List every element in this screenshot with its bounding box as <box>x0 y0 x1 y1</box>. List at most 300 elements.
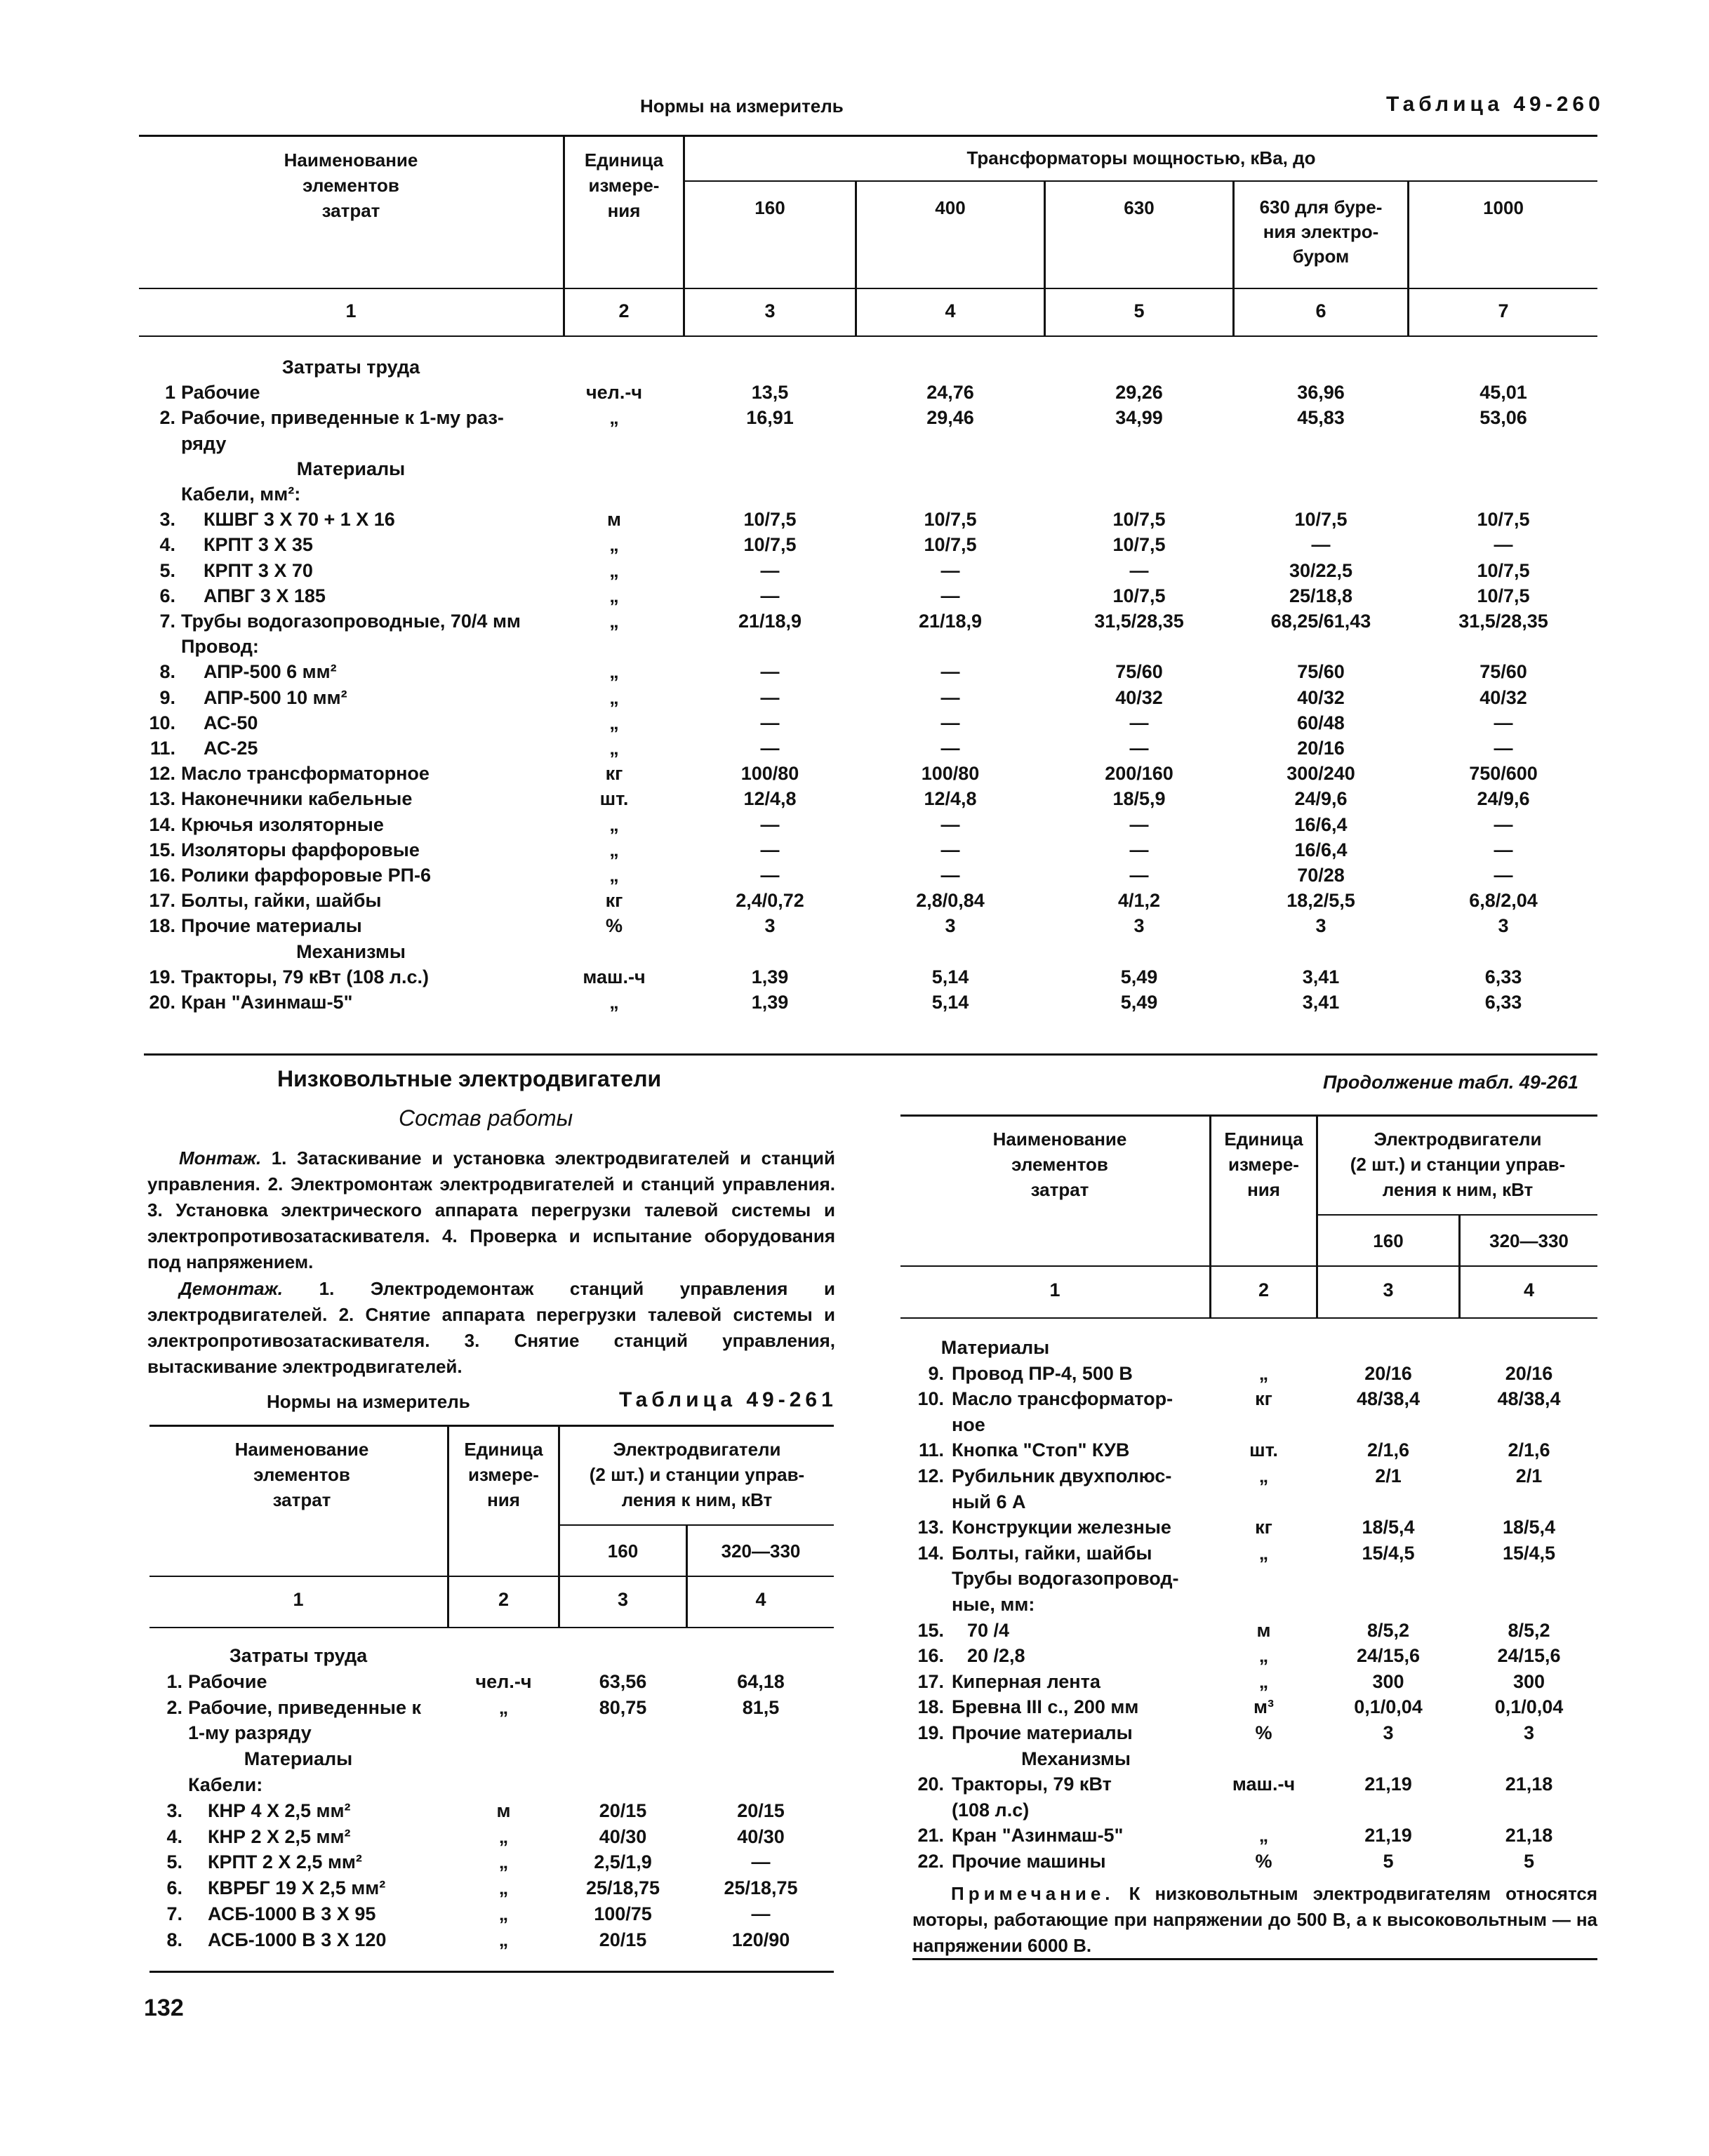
row-value: — <box>1494 813 1513 835</box>
row-value: 10/7,5 <box>743 509 797 531</box>
row-value: 15/4,5 <box>1502 1542 1556 1564</box>
row-value: — <box>940 585 960 606</box>
table-label: Таблица 49-260 <box>1386 93 1604 116</box>
row-value: 2/1,6 <box>1366 1439 1410 1461</box>
row-name: Прочие машины <box>952 1851 1106 1872</box>
row-value: 34,99 <box>1115 407 1163 429</box>
row-value: 6,8/2,04 <box>1469 890 1538 912</box>
row-unit: шт. <box>599 788 629 810</box>
row-value: 48/38,4 <box>1356 1388 1421 1410</box>
row-value: — <box>760 839 780 860</box>
row-name: 70 /4 <box>967 1619 1010 1641</box>
row-unit: „ <box>609 738 619 759</box>
row-value: 20/15 <box>599 1929 647 1950</box>
row-name: Рабочие <box>188 1670 267 1692</box>
row-value: 80,75 <box>599 1696 647 1718</box>
note-paragraph: Примечание. К низковольтным электродвигателям относятся моторы, работающие при напряжении до 500 В, а к высоковольтным — на напряжении 6000 В. <box>912 1883 1597 1956</box>
row-name-cont: ное <box>952 1413 985 1435</box>
row-number: 10. <box>149 712 175 733</box>
row-value: — <box>940 738 960 759</box>
row-name: Рабочие, приведенные к <box>188 1696 421 1718</box>
row-value: 21,19 <box>1364 1825 1412 1846</box>
row-value: 40/30 <box>599 1825 647 1847</box>
row-number: 15. <box>149 839 175 860</box>
row-value: 3 <box>945 915 956 937</box>
row-name: Трубы водогазопроводные, 70/4 мм <box>181 611 521 632</box>
row-unit: шт. <box>1249 1439 1278 1461</box>
row-name: АПР-500 6 мм² <box>204 661 337 683</box>
row-value: 6,33 <box>1484 992 1522 1013</box>
col-630: 630 <box>1124 197 1155 218</box>
column-number: 4 <box>1523 1279 1535 1300</box>
row-number: 4. <box>159 534 175 556</box>
demontage-paragraph: Демонтаж. 1. Электродемонтаж станций управления и электродвигателей. 2. Снятие аппарата перегрузки талевой системы и электропротивозатаскивателя. 3. Снятие станций управления, вытаскивание электродвигателей. <box>147 1278 835 1377</box>
subsection-title: Кабели, мм²: <box>181 484 301 505</box>
row-value: 81,5 <box>742 1696 780 1718</box>
row-number: 21. <box>917 1825 944 1846</box>
row-name: Рубильник двухполюс- <box>952 1465 1172 1486</box>
col-630-drill: 630 для буре- ния электро- буром <box>1259 197 1383 267</box>
row-value: 53,06 <box>1479 407 1527 429</box>
row-unit: „ <box>1258 1825 1269 1846</box>
row-value: 24/9,6 <box>1477 788 1530 810</box>
right-col-320: 320—330 <box>1489 1230 1569 1251</box>
row-value: — <box>940 839 960 860</box>
row-value: 5 <box>1523 1851 1535 1872</box>
row-name: АС-25 <box>204 738 258 759</box>
row-number: 12. <box>149 763 175 785</box>
column-number: 6 <box>1315 300 1326 321</box>
row-number: 12. <box>917 1465 944 1486</box>
row-unit: „ <box>609 813 619 835</box>
left-header-group: Электродвигатели (2 шт.) и станции управ- ления к ним, кВт <box>589 1439 805 1510</box>
row-unit: м <box>496 1799 511 1821</box>
row-value: 300 <box>1372 1670 1404 1692</box>
section-title: Материалы <box>296 458 406 479</box>
row-name: АПВГ 3 X 185 <box>204 585 326 606</box>
row-name-cont: ные, мм: <box>952 1594 1035 1615</box>
row-value: 13,5 <box>751 382 789 404</box>
row-value: 25/18,75 <box>724 1877 798 1899</box>
section-title: Механизмы <box>296 940 406 962</box>
column-number: 7 <box>1498 300 1509 321</box>
row-value: 300 <box>1512 1670 1545 1692</box>
row-number: 22. <box>917 1851 944 1872</box>
row-number: 5. <box>159 559 175 581</box>
row-value: 20/16 <box>1364 1362 1412 1384</box>
row-value: 0,1/0,04 <box>1354 1696 1423 1718</box>
row-name: 20 /2,8 <box>967 1645 1025 1667</box>
row-value: 21/18,9 <box>918 611 983 632</box>
row-name: Изоляторы фарфоровые <box>181 839 420 860</box>
row-name-cont: ный 6 А <box>952 1491 1026 1512</box>
row-name: Масло трансформаторное <box>181 763 430 785</box>
row-unit: „ <box>609 585 619 606</box>
row-name: Кран "Азинмаш-5" <box>952 1825 1124 1846</box>
row-unit: % <box>605 915 623 937</box>
row-value: — <box>751 1903 771 1924</box>
row-value: 68,25/61,43 <box>1270 611 1371 632</box>
row-name: АС-50 <box>204 712 258 733</box>
row-unit: „ <box>498 1929 509 1950</box>
row-value: 21,19 <box>1364 1774 1412 1795</box>
numbers-rule <box>139 335 1597 337</box>
row-name: Масло трансформатор- <box>952 1388 1173 1410</box>
row-name: Болты, гайки, шайбы <box>952 1542 1152 1564</box>
row-number: 6. <box>166 1877 182 1899</box>
column-number: 1 <box>1049 1279 1060 1300</box>
row-value: 75/60 <box>1479 661 1527 683</box>
row-value: 6,33 <box>1484 966 1522 987</box>
table-title: Нормы на измеритель <box>640 95 844 117</box>
row-number: 4. <box>166 1825 182 1847</box>
row-value: 16/6,4 <box>1294 839 1348 860</box>
section-title: Материалы <box>244 1748 353 1770</box>
bottom-rule <box>144 1053 1597 1056</box>
row-value: — <box>1129 559 1149 581</box>
row-value: 40/30 <box>737 1825 785 1847</box>
column-number: 3 <box>1383 1279 1394 1300</box>
row-name: КНР 4 X 2,5 мм² <box>208 1799 351 1821</box>
row-value: 25/18,8 <box>1289 585 1353 606</box>
row-unit: м <box>1256 1619 1271 1641</box>
row-value: 5,14 <box>931 992 969 1013</box>
row-value: 100/75 <box>594 1903 652 1924</box>
row-value: — <box>1494 712 1513 733</box>
row-name-cont: (108 л.с) <box>952 1799 1030 1821</box>
section-title: Материалы <box>940 1337 1050 1358</box>
row-value: 10/7,5 <box>924 534 977 556</box>
left-col-160: 160 <box>607 1541 639 1562</box>
row-value: — <box>1494 738 1513 759</box>
row-number: 9. <box>928 1362 944 1384</box>
row-name: Провод: <box>181 636 259 658</box>
row-value: 5,49 <box>1120 992 1158 1013</box>
column-number: 3 <box>764 300 776 321</box>
row-value: 8/5,2 <box>1508 1619 1550 1641</box>
row-value: 18/5,9 <box>1112 788 1166 810</box>
row-value: 31,5/28,35 <box>1094 611 1184 632</box>
row-value: 75/60 <box>1297 661 1345 683</box>
row-value: 300/240 <box>1286 763 1355 785</box>
row-value: 36,96 <box>1297 382 1345 404</box>
row-number: 14. <box>917 1542 944 1564</box>
row-unit: кг <box>1255 1388 1272 1410</box>
column-number: 2 <box>498 1589 510 1610</box>
row-value: 5,14 <box>931 966 969 987</box>
right-header-group: Электродвигатели (2 шт.) и станции управ- ления к ним, кВт <box>1350 1129 1566 1200</box>
row-value: 15/4,5 <box>1362 1542 1415 1564</box>
row-value: 12/4,8 <box>924 788 977 810</box>
row-value: 18/5,4 <box>1362 1517 1415 1538</box>
row-value: — <box>760 559 780 581</box>
left-table-label: Таблица 49-261 <box>619 1388 837 1411</box>
row-value: 45,83 <box>1297 407 1345 429</box>
header-name: Наименование элементов затрат <box>284 149 418 221</box>
row-value: 10/7,5 <box>1294 509 1348 531</box>
header-group: Трансформаторы мощностью, кВа, до <box>966 147 1316 168</box>
row-unit: „ <box>609 865 619 886</box>
row-number: 1 <box>164 382 175 404</box>
row-unit: „ <box>609 661 619 683</box>
row-unit: „ <box>1258 1542 1269 1564</box>
row-value: 45,01 <box>1479 382 1527 404</box>
row-value: 5 <box>1383 1851 1394 1872</box>
row-value: 100/80 <box>740 763 799 785</box>
row-name: Рабочие, приведенные к 1-му раз- <box>181 407 504 429</box>
row-number: 20. <box>917 1774 944 1795</box>
row-unit: % <box>1255 1851 1272 1872</box>
row-unit: „ <box>609 712 619 733</box>
continuation-label: Продолжение табл. 49-261 <box>1323 1072 1578 1093</box>
row-name: Кран "Азинмаш-5" <box>181 992 353 1013</box>
row-value: — <box>940 813 960 835</box>
row-value: 10/7,5 <box>1477 585 1530 606</box>
row-number: 19. <box>917 1722 944 1743</box>
row-unit: „ <box>609 407 619 429</box>
column-number: 3 <box>617 1589 629 1610</box>
row-value: 3 <box>1133 915 1145 937</box>
row-value: 0,1/0,04 <box>1494 1696 1564 1718</box>
row-number: 3. <box>159 509 175 531</box>
row-value: 24,76 <box>926 382 974 404</box>
row-value: 20/16 <box>1297 738 1345 759</box>
row-value: — <box>1129 813 1149 835</box>
row-name: КВРБГ 19 X 2,5 мм² <box>208 1877 386 1899</box>
row-name: Киперная лента <box>952 1670 1100 1692</box>
col-1000: 1000 <box>1483 197 1524 218</box>
row-number: 10. <box>917 1388 944 1410</box>
row-value: 2/1 <box>1515 1465 1543 1486</box>
row-value: — <box>1129 839 1149 860</box>
row-number: 16. <box>149 865 175 886</box>
row-unit: кг <box>1255 1517 1272 1538</box>
row-value: 750/600 <box>1469 763 1538 785</box>
row-number: 7. <box>166 1903 182 1924</box>
row-value: 3 <box>764 915 776 937</box>
row-name: Крючья изоляторные <box>181 813 384 835</box>
row-unit: кг <box>605 890 623 912</box>
row-value: 10/7,5 <box>1112 509 1166 531</box>
row-unit: „ <box>1258 1645 1269 1667</box>
row-unit: % <box>1255 1722 1272 1743</box>
row-value: — <box>1494 534 1513 556</box>
row-unit: „ <box>609 559 619 581</box>
row-unit: „ <box>609 992 619 1013</box>
row-value: — <box>1129 865 1149 886</box>
row-value: 63,56 <box>599 1670 647 1692</box>
row-value: — <box>1311 534 1331 556</box>
row-value: — <box>760 712 780 733</box>
row-name: Провод ПР-4, 500 В <box>952 1362 1133 1384</box>
row-name: КШВГ 3 X 70 + 1 X 16 <box>204 509 395 531</box>
row-unit: „ <box>609 534 619 556</box>
row-value: 10/7,5 <box>1112 534 1166 556</box>
row-value: 3 <box>1315 915 1326 937</box>
row-value: 24/9,6 <box>1294 788 1348 810</box>
column-number: 1 <box>293 1589 304 1610</box>
col-160: 160 <box>754 197 785 218</box>
row-value: 40/32 <box>1479 686 1527 708</box>
row-value: — <box>1494 865 1513 886</box>
subsection-title: Кабели: <box>188 1774 263 1795</box>
section-title: Механизмы <box>1021 1748 1131 1769</box>
row-value: — <box>760 661 780 683</box>
row-value: — <box>1129 738 1149 759</box>
row-number: 9. <box>159 686 175 708</box>
right-col-160: 160 <box>1373 1230 1404 1251</box>
row-value: 2/1,6 <box>1508 1439 1550 1461</box>
right-header-name: Наименование элементов затрат <box>992 1129 1127 1200</box>
row-value: 2,4/0,72 <box>736 890 804 912</box>
top-rule <box>139 135 1597 137</box>
row-name: КНР 2 X 2,5 мм² <box>208 1825 351 1847</box>
row-value: 31,5/28,35 <box>1458 611 1548 632</box>
page-number: 132 <box>144 1995 184 2021</box>
row-value: — <box>760 738 780 759</box>
row-value: 120/90 <box>731 1929 790 1950</box>
row-value: — <box>760 585 780 606</box>
row-value: 3 <box>1383 1722 1394 1743</box>
row-unit: „ <box>609 611 619 632</box>
row-value: 64,18 <box>737 1670 785 1692</box>
row-value: 1,39 <box>751 992 789 1013</box>
montage-paragraph: Монтаж. 1. Затаскивание и установка электродвигателей и станций управления. 2. Электромонтаж электродвигателей и станций управления. 3. Установка электрического аппарата перегрузки талевой системы и электропротивозатаскивателя. 4. Проверка и испытание оборудования под напряжением. <box>147 1147 835 1272</box>
row-value: 100/80 <box>921 763 980 785</box>
row-value: 29,26 <box>1115 382 1163 404</box>
row-value: — <box>940 865 960 886</box>
left-col-320: 320—330 <box>721 1541 801 1562</box>
row-value: 21,18 <box>1505 1825 1553 1846</box>
row-name: Трубы водогазопровод- <box>952 1568 1179 1590</box>
row-value: 18,2/5,5 <box>1286 890 1355 912</box>
row-number: 7. <box>159 611 175 632</box>
row-value: 3 <box>1498 915 1509 937</box>
row-number: 20. <box>149 992 175 1013</box>
column-number: 4 <box>945 300 956 321</box>
group-underline <box>683 180 1597 182</box>
row-number: 15. <box>917 1619 944 1641</box>
row-value: 20/15 <box>737 1799 785 1821</box>
row-number: 18. <box>149 915 175 937</box>
row-value: 20/15 <box>599 1799 647 1821</box>
row-value: 16/6,4 <box>1294 813 1348 835</box>
row-value: 24/15,6 <box>1356 1645 1421 1667</box>
row-value: 5,49 <box>1120 966 1158 987</box>
row-number: 13. <box>149 788 175 810</box>
col-400: 400 <box>935 197 966 218</box>
row-unit: „ <box>498 1825 509 1847</box>
section-subheading: Состав работы <box>399 1105 573 1131</box>
row-name: Конструкции железные <box>952 1517 1171 1538</box>
row-number: 2. <box>159 407 175 429</box>
row-value: — <box>1494 839 1513 860</box>
row-value: — <box>760 865 780 886</box>
right-header-unit: Единица измере- ния <box>1224 1129 1303 1200</box>
row-value: 1,39 <box>751 966 789 987</box>
row-name: Наконечники кабельные <box>181 788 413 810</box>
column-number: 5 <box>1133 300 1145 321</box>
row-unit: маш.-ч <box>1232 1774 1296 1795</box>
row-unit: м <box>607 509 621 531</box>
row-unit: маш.-ч <box>583 966 646 987</box>
row-name-cont: ряду <box>181 432 227 454</box>
row-value: 200/160 <box>1105 763 1173 785</box>
row-value: 3 <box>1523 1722 1535 1743</box>
row-number: 17. <box>149 890 175 912</box>
row-number: 8. <box>166 1929 182 1950</box>
row-unit: чел.-ч <box>475 1670 532 1692</box>
row-value: 60/48 <box>1297 712 1345 733</box>
row-unit: „ <box>609 839 619 860</box>
row-value: — <box>940 686 960 708</box>
row-unit: „ <box>498 1851 509 1873</box>
row-name: Бревна III с., 200 мм <box>952 1696 1139 1718</box>
row-unit: м³ <box>1254 1696 1274 1718</box>
row-name: Рабочие <box>181 382 260 404</box>
row-value: 8/5,2 <box>1366 1619 1410 1641</box>
row-number: 3. <box>166 1799 182 1821</box>
column-number: 2 <box>618 300 630 321</box>
row-name: Ролики фарфоровые РП-6 <box>181 865 431 886</box>
row-value: 2,8/0,84 <box>916 890 985 912</box>
row-value: 75/60 <box>1115 661 1163 683</box>
row-number: 1. <box>166 1670 182 1692</box>
column-number: 4 <box>755 1589 766 1610</box>
row-name: Прочие материалы <box>181 915 362 937</box>
row-name: Тракторы, 79 кВт <box>952 1774 1112 1795</box>
row-value: 16,91 <box>746 407 794 429</box>
row-value: 48/38,4 <box>1497 1388 1561 1410</box>
row-value: 70/28 <box>1297 865 1345 886</box>
header-rule <box>139 288 1597 289</box>
row-unit: „ <box>498 1903 509 1924</box>
row-value: — <box>940 712 960 733</box>
section-title: Затраты труда <box>281 357 420 378</box>
row-value: 30/22,5 <box>1289 559 1353 581</box>
row-value: 20/16 <box>1505 1362 1553 1384</box>
row-number: 17. <box>917 1670 944 1692</box>
row-value: 3,41 <box>1302 966 1340 987</box>
row-number: 16. <box>917 1645 944 1667</box>
row-value: — <box>751 1851 771 1873</box>
row-name: Кнопка "Стоп" КУВ <box>952 1439 1130 1461</box>
row-name: КРПТ 3 X 35 <box>204 534 313 556</box>
row-value: — <box>760 686 780 708</box>
row-unit: „ <box>1258 1362 1269 1384</box>
row-unit: „ <box>1258 1670 1269 1692</box>
row-value: 12/4,8 <box>743 788 797 810</box>
row-value: 4/1,2 <box>1117 890 1161 912</box>
row-value: 21/18,9 <box>738 611 802 632</box>
header-unit: Единица измере- ния <box>584 149 664 221</box>
row-name: АСБ-1000 В 3 X 120 <box>208 1929 387 1950</box>
row-value: 40/32 <box>1115 686 1163 708</box>
row-value: 2,5/1,9 <box>594 1851 652 1873</box>
column-number: 2 <box>1258 1279 1270 1300</box>
row-number: 2. <box>166 1696 182 1718</box>
row-number: 6. <box>159 585 175 606</box>
row-unit: чел.-ч <box>585 382 642 404</box>
row-value: 10/7,5 <box>924 509 977 531</box>
row-name: КРПТ 2 X 2,5 мм² <box>208 1851 362 1873</box>
row-name: Болты, гайки, шайбы <box>181 890 382 912</box>
row-value: — <box>940 559 960 581</box>
row-name-cont: 1-му разряду <box>188 1722 312 1744</box>
left-table-title: Нормы на измеритель <box>267 1391 470 1412</box>
row-value: 10/7,5 <box>1477 559 1530 581</box>
row-name: Тракторы, 79 кВт (108 л.с.) <box>181 966 430 987</box>
